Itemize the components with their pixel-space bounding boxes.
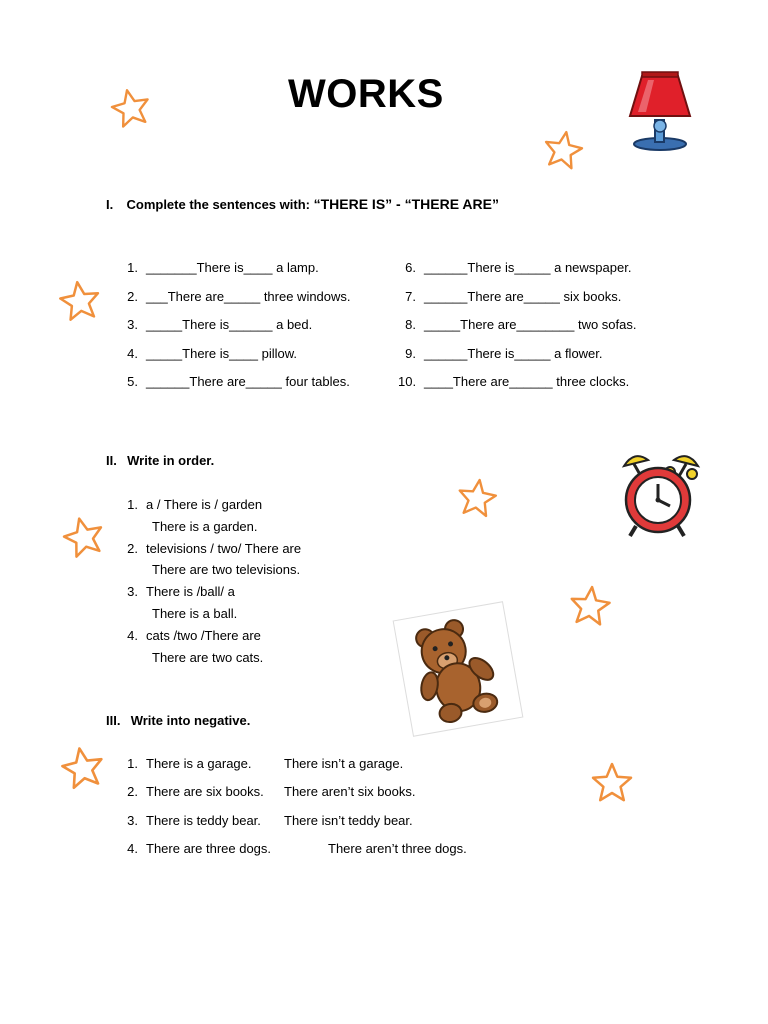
order-answer: There are two cats. bbox=[152, 649, 264, 665]
list-item: 4. cats /two /There are There are two cats. bbox=[120, 625, 301, 669]
order-prompt: a / There is / garden bbox=[146, 497, 263, 512]
section-2-list bbox=[120, 494, 301, 668]
lamp-icon bbox=[624, 66, 700, 154]
positive-sentence: There is a garage. bbox=[146, 756, 252, 771]
order-answer: There is a garden. bbox=[152, 518, 258, 534]
negative-sentence: There isn’t a garage. bbox=[284, 756, 404, 771]
negative-sentence: There aren’t six books. bbox=[284, 784, 416, 799]
list-item: 1. a / There is / garden There is a garden. bbox=[120, 494, 301, 538]
list-item: 2. ___There are_____ three windows. bbox=[127, 288, 351, 304]
teddy-bear-icon bbox=[393, 601, 524, 737]
section-1-left-list bbox=[120, 254, 351, 397]
list-item: 3. _____There is______ a bed. bbox=[127, 317, 313, 332]
section-1-instruction: Complete the sentences with: bbox=[126, 197, 310, 212]
star-outline-icon bbox=[566, 583, 614, 631]
positive-sentence: There are three dogs. bbox=[146, 841, 272, 856]
list-item: 4. _____There is____ pillow. bbox=[127, 345, 298, 361]
list-item: 5. ______There are_____ four tables. bbox=[127, 374, 350, 389]
list-item: 2. There are six books. bbox=[127, 784, 264, 799]
section-1-heading bbox=[106, 196, 499, 212]
section-3-heading bbox=[106, 713, 250, 728]
section-2-instruction: Write in order. bbox=[127, 453, 215, 468]
alarm-clock-icon bbox=[618, 448, 704, 544]
star-outline-icon bbox=[454, 476, 500, 522]
section-3-numeral: III. bbox=[106, 713, 121, 728]
list-item: 1. _______There is____ a lamp. bbox=[127, 260, 319, 275]
section-1-keyword: “THERE IS” - “THERE ARE” bbox=[313, 196, 499, 212]
page-title: WORKS bbox=[288, 72, 444, 116]
order-prompt: televisions / two/ There are bbox=[146, 540, 302, 556]
positive-sentence: There is teddy bear. bbox=[146, 813, 261, 828]
order-prompt: cats /two /There are bbox=[146, 627, 261, 643]
star-outline-icon bbox=[56, 278, 104, 326]
star-outline-icon bbox=[58, 744, 108, 794]
star-outline-icon bbox=[108, 86, 154, 132]
negative-sentence: There aren’t three dogs. bbox=[328, 841, 467, 856]
list-item: 3. There is teddy bear. bbox=[127, 813, 261, 828]
star-outline-icon bbox=[540, 128, 586, 174]
order-answer: There is a ball. bbox=[152, 605, 238, 621]
section-2-heading bbox=[106, 453, 214, 468]
list-item: 3. There is /ball/ a There is a ball. bbox=[120, 581, 301, 625]
order-answer: There are two televisions. bbox=[152, 562, 301, 578]
positive-sentence: There are six books. bbox=[146, 784, 264, 799]
list-item: 9. ______There is_____ a flower. bbox=[405, 345, 603, 361]
section-3-instruction: Write into negative. bbox=[130, 713, 251, 728]
section-2-numeral: II. bbox=[106, 453, 117, 468]
list-item: 2. televisions / two/ There are There are two televisions. bbox=[120, 538, 301, 582]
list-item: 8. _____There are________ two sofas. bbox=[405, 317, 637, 332]
section-1-numeral: I. bbox=[106, 197, 114, 212]
section-3-list bbox=[120, 756, 520, 876]
list-item: 6. ______There is_____ a newspaper. bbox=[405, 260, 632, 275]
list-item: 4. There are three dogs. bbox=[127, 841, 272, 856]
order-prompt: There is /ball/ a bbox=[146, 584, 235, 600]
list-item: 7. ______There are_____ six books. bbox=[405, 288, 622, 304]
negative-sentence: There isn’t teddy bear. bbox=[284, 813, 413, 828]
section-1-right-list bbox=[398, 254, 637, 397]
star-outline-icon bbox=[60, 514, 108, 562]
list-item: 1. There is a garage. bbox=[127, 756, 252, 771]
star-outline-icon bbox=[588, 760, 636, 808]
list-item: 10. ____There are______ three clocks. bbox=[398, 374, 630, 389]
